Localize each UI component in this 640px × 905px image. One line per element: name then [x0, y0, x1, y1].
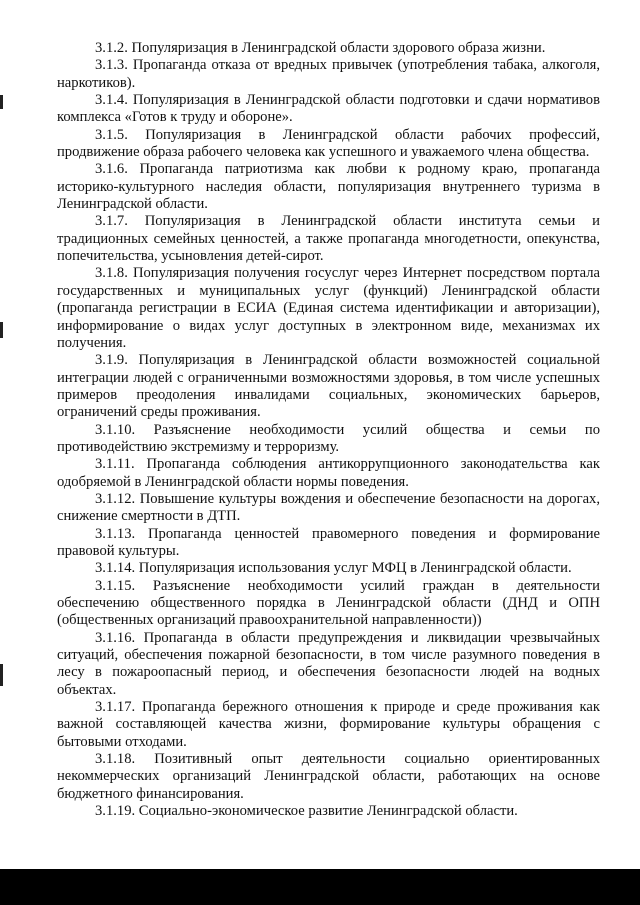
- paragraph-3-1-10: 3.1.10. Разъяснение необходимости усилий общества и семьи по противодействию экстремизму и терроризму.: [57, 421, 600, 455]
- paragraph-3-1-7: 3.1.7. Популяризация в Ленинградской области института семьи и традиционных семейных ценностей, а также пропаганда многодетности, опекунства, попечительства, усыновления детей-сирот.: [57, 213, 600, 265]
- paragraph-3-1-4: 3.1.4. Популяризация в Ленинградской области подготовки и сдачи нормативов комплекса «Готов к труду и обороне».: [57, 92, 600, 126]
- paragraph-3-1-9: 3.1.9. Популяризация в Ленинградской области возможностей социальной интеграции людей с ограниченными возможностями здоровья, в том числе успешных примеров преодоления инвалидами социальных, экономических барьеров, ограничений среды проживания.: [57, 352, 600, 421]
- paragraph-3-1-12: 3.1.12. Повышение культуры вождения и обеспечение безопасности на дорогах, снижение смертности в ДТП.: [57, 490, 600, 525]
- paragraph-3-1-6: 3.1.6. Пропаганда патриотизма как любви к родному краю, пропаганда историко-культурного наследия области, популяризация внутреннего туризма в Ленинградской области.: [57, 161, 600, 213]
- paragraph-3-1-16: 3.1.16. Пропаганда в области предупреждения и ликвидации чрезвычайных ситуаций, обеспечения пожарной безопасности, в том числе разумного поведения в лесу в пожароопасный период, и обеспечения безопасности людей на водных объектах.: [57, 629, 600, 698]
- document-page: [57, 40, 600, 820]
- paragraph-3-1-19: 3.1.19. Социально-экономическое развитие Ленинградской области.: [95, 803, 518, 820]
- paragraph-3-1-15: 3.1.15. Разъяснение необходимости усилий граждан в деятельности обеспечению общественного порядка в Ленинградской области (ДНД и ОПН (общественных организаций правоохранительной направленности)): [57, 577, 600, 629]
- paragraph-3-1-18: 3.1.18. Позитивный опыт деятельности социально ориентированных некоммерческих организаций Ленинградской области, работающих на основе бюджетного финансирования.: [57, 751, 600, 802]
- scan-edge-mark-middle: [0, 322, 3, 338]
- scan-edge-mark-top: [0, 95, 3, 109]
- paragraph-3-1-11: 3.1.11. Пропаганда соблюдения антикоррупционного законодательства как одобряемой в Ленинградской области нормы поведения.: [57, 456, 600, 490]
- paragraph-3-1-5: 3.1.5. Популяризация в Ленинградской области рабочих профессий, продвижение образа рабочего человека как успешного и уважаемого члена общества.: [57, 126, 600, 161]
- paragraph-3-1-2: 3.1.2. Популяризация в Ленинградской области здорового образа жизни.: [95, 40, 546, 56]
- scan-edge-mark-lower: [0, 664, 3, 686]
- paragraph-3-1-8: 3.1.8. Популяризация получения госуслуг через Интернет посредством портала государственных и муниципальных услуг (функций) Ленинградской области (пропаганда регистрации в ЕСИА (Единая система идентификации и авторизации), информирование о видах услуг доступных в электронном виде, механизмах их получения.: [57, 265, 600, 351]
- paragraph-3-1-3: 3.1.3. Пропаганда отказа от вредных привычек (употребления табака, алкоголя, наркотиков).: [57, 57, 600, 91]
- paragraph-3-1-13: 3.1.13. Пропаганда ценностей правомерного поведения и формирование правовой культуры.: [57, 525, 600, 559]
- scan-bottom-band: [0, 869, 640, 905]
- paragraph-3-1-14: 3.1.14. Популяризация использования услуг МФЦ в Ленинградской области.: [95, 560, 572, 577]
- paragraph-3-1-17: 3.1.17. Пропаганда бережного отношения к природе и среде проживания как важной составляющей качества жизни, формирование культуры обращения с бытовыми отходами.: [57, 699, 600, 750]
